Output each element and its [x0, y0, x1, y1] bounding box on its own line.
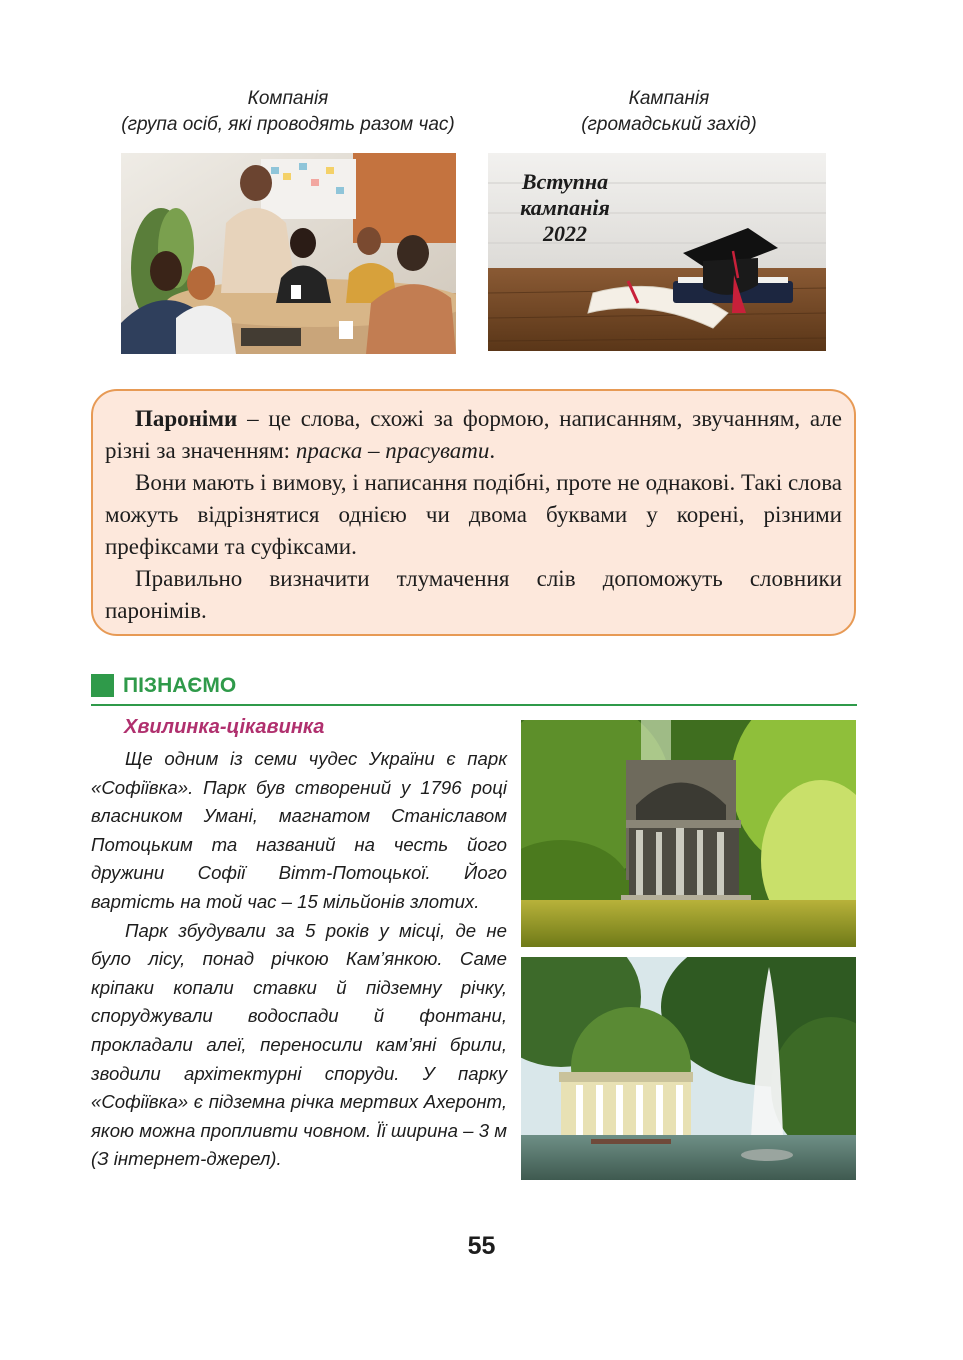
- definition-term: Пароніми: [135, 406, 238, 431]
- definition-paragraph-1: [105, 403, 842, 467]
- caption-company-word: Компанія: [247, 88, 329, 109]
- campaign-image-line2: кампанія: [520, 195, 610, 220]
- story-text: [91, 745, 507, 1174]
- company-meeting-photo: [121, 153, 456, 354]
- section-square-icon: [91, 674, 114, 697]
- park-grotto-photo: [521, 720, 856, 947]
- campaign-graduation-photo: [488, 153, 826, 351]
- definition-period: .: [489, 438, 496, 463]
- campaign-image-line1: Вступна: [521, 169, 609, 194]
- page-number: 55: [467, 1232, 496, 1260]
- caption-campaign-word: Кампанія: [628, 88, 710, 109]
- definition-example: праска – прасувати: [295, 438, 490, 463]
- campaign-image-text: [500, 169, 630, 247]
- caption-campaign-meaning: (громадський захід): [581, 114, 757, 135]
- caption-company-meaning: (група осіб, які проводять разом час): [121, 114, 455, 135]
- definition-paragraph-3: Правильно визначити тлумачення слів допоможуть словники паронімів.: [105, 566, 842, 623]
- section-header: [91, 672, 857, 706]
- caption-company: [97, 86, 479, 138]
- definition-box: [91, 389, 856, 636]
- section-title: ПІЗНАЄМО: [123, 674, 237, 697]
- definition-paragraph-2: Вони мають і вимову, і написання подібні, проте не однакові. Такі слова можуть відрізнятися однією чи двома буквами у корені, різними префіксами та суфіксами.: [105, 470, 842, 559]
- story-paragraph-2: Парк збудували за 5 років у місці, де не було лісу, понад річкою Кам’янкою. Саме кріпаки копали ставки й підземну річку, споруджували водоспади й фонтани, прокладали алеї, переносили кам’яні брили, зводили архітектурні споруди. У парку «Софіївка» є підземна річка мертвих Ахеронт, якою можна пропливти човном. Її ширина – 3 м (З інтернет-джерел).: [91, 919, 507, 1170]
- definition-text: – це слова, схожі за формою, написанням, звучанням, але різні за значенням:: [105, 406, 842, 463]
- caption-campaign: [476, 86, 862, 138]
- campaign-image-line3: 2022: [543, 221, 587, 246]
- section-subtitle: Хвилинка-цікавинка: [124, 716, 325, 738]
- park-fountain-photo: [521, 957, 856, 1180]
- story-paragraph-1: Ще одним із семи чудес України є парк «Софіївка». Парк був створений у 1796 році власником Умані, магнатом Станіславом Потоцьким та названий на честь його дружини Софії Вітт-Потоцької. Його вартість на той час – 15 мільйонів злотих.: [91, 748, 507, 912]
